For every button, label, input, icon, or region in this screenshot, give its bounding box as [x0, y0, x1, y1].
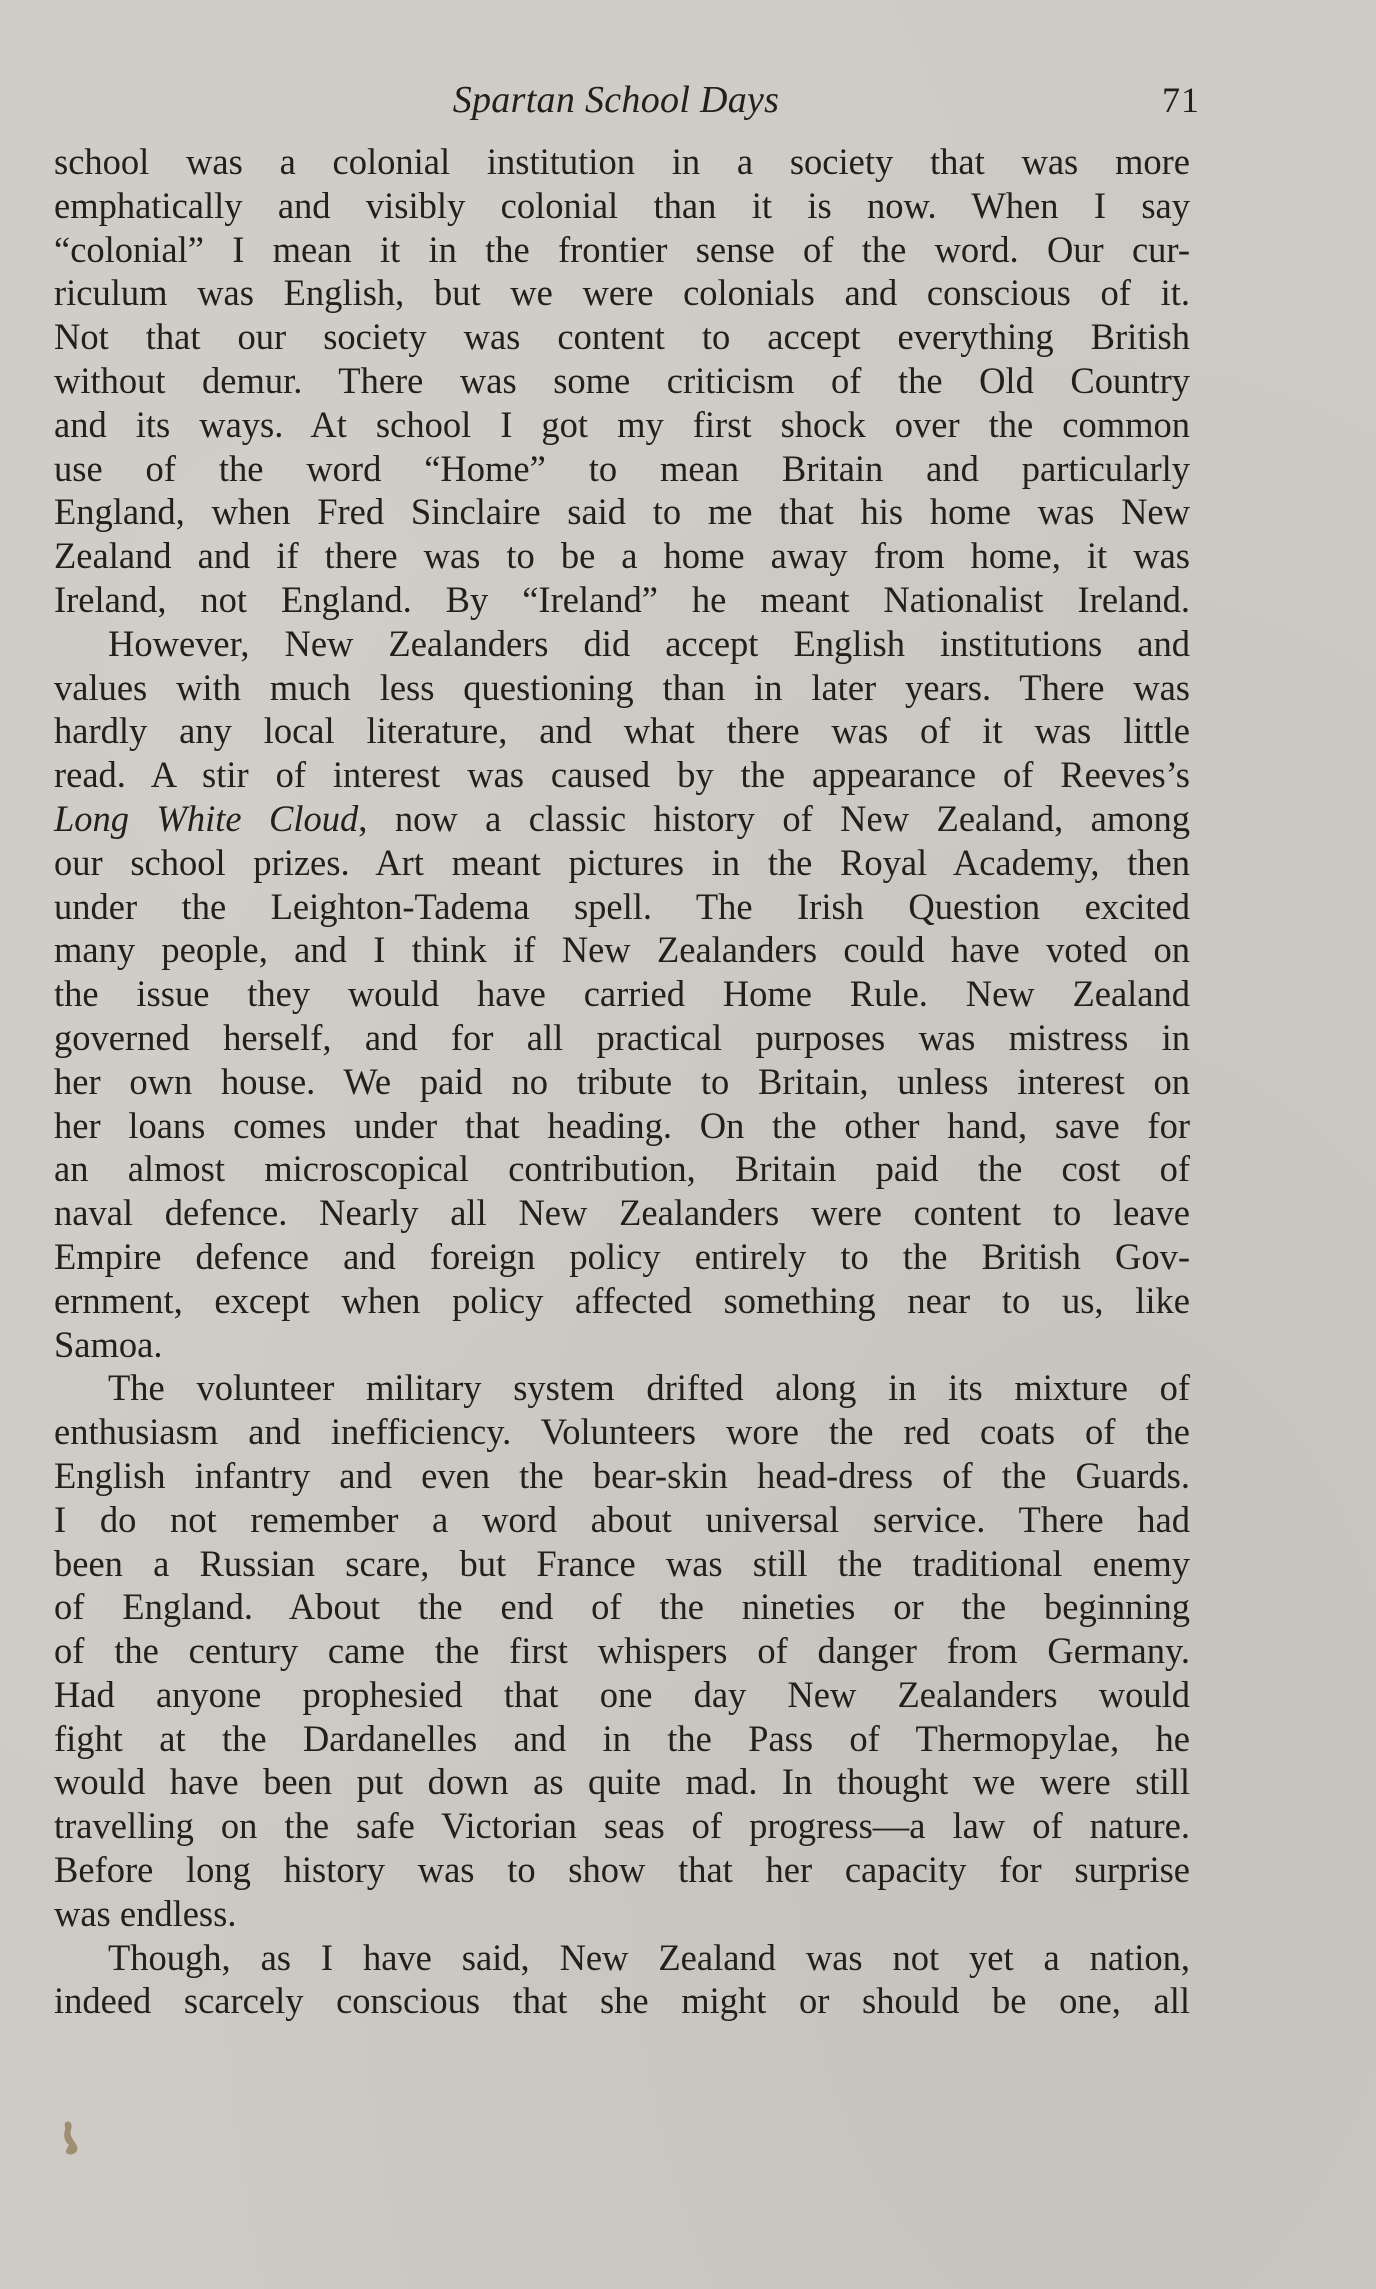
text-line: under the Leighton-Tadema spell. The Irish Question excited	[54, 885, 1190, 927]
text-line: hardly any local literature, and what there was of it was little	[54, 710, 1190, 752]
text-line: riculum was English, but we were colonials and conscious of it.	[54, 272, 1190, 314]
page-number: 71	[1162, 80, 1200, 120]
text-line: England, when Fred Sinclaire said to me that his home was New	[54, 491, 1190, 533]
text-line: and its ways. At school I got my first shock over the common	[54, 403, 1190, 445]
text-line: Not that our society was content to accept everything British	[54, 316, 1190, 358]
text-line: English infantry and even the bear-skin head-dress of the Guards.	[54, 1454, 1190, 1496]
text-line: many people, and I think if New Zealanders could have voted on	[54, 929, 1190, 971]
paragraph-2	[54, 622, 1190, 1367]
ink-smudge-mark	[58, 2118, 84, 2158]
text-line: Empire defence and foreign policy entirely to the British Gov-	[54, 1235, 1190, 1277]
text-line: naval defence. Nearly all New Zealanders were content to leave	[54, 1192, 1190, 1234]
paragraph-1	[54, 140, 1190, 622]
text-line: without demur. There was some criticism of the Old Country	[54, 359, 1190, 401]
text-line: her loans comes under that heading. On the other hand, save for	[54, 1104, 1190, 1146]
text-line: ernment, except when policy affected something near to us, like	[54, 1279, 1190, 1321]
text-line: use of the word “Home” to mean Britain and particularly	[54, 447, 1190, 489]
text-line: emphatically and visibly colonial than it is now. When I say	[54, 184, 1190, 226]
paragraph-3	[54, 1366, 1190, 1935]
text-line: However, New Zealanders did accept English institutions and	[108, 622, 1190, 664]
text-line: Before long history was to show that her capacity for surprise	[54, 1849, 1190, 1891]
text-line: enthusiasm and inefficiency. Volunteers wore the red coats of the	[54, 1411, 1190, 1453]
text-line: The volunteer military system drifted along in its mixture of	[108, 1367, 1190, 1409]
book-title: Long White Cloud	[54, 797, 359, 839]
text-line: was endless.	[54, 1892, 237, 1934]
text-fragment: , now a classic history of New Zealand, among	[358, 797, 1190, 839]
text-line: Samoa.	[54, 1323, 163, 1365]
text-line: governed herself, and for all practical purposes was mistress in	[54, 1016, 1190, 1058]
paragraph-4	[54, 1936, 1190, 2024]
text-line: Though, as I have said, New Zealand was not yet a nation,	[108, 1936, 1190, 1978]
text-line: read. A stir of interest was caused by the appearance of Reeves’s	[54, 754, 1190, 796]
text-line: travelling on the safe Victorian seas of progress—a law of nature.	[54, 1805, 1190, 1847]
text-line: would have been put down as quite mad. In thought we were still	[54, 1761, 1190, 1803]
text-line	[54, 797, 1190, 841]
text-line: Had anyone prophesied that one day New Zealanders would	[54, 1673, 1190, 1715]
text-line: our school prizes. Art meant pictures in the Royal Academy, then	[54, 841, 1190, 883]
text-line: her own house. We paid no tribute to Britain, unless interest on	[54, 1060, 1190, 1102]
running-title: Spartan School Days	[452, 79, 780, 121]
text-line: an almost microscopical contribution, Britain paid the cost of	[54, 1148, 1190, 1190]
text-line: Ireland, not England. By “Ireland” he meant Nationalist Ireland.	[54, 578, 1190, 620]
body-text	[54, 140, 1190, 2023]
running-head	[0, 72, 1376, 128]
text-line: of England. About the end of the nineties or the beginning	[54, 1586, 1190, 1628]
text-line: Zealand and if there was to be a home away from home, it was	[54, 535, 1190, 577]
text-line: values with much less questioning than in later years. There was	[54, 666, 1190, 708]
text-line: “colonial” I mean it in the frontier sense of the word. Our cur-	[54, 228, 1190, 270]
text-line: school was a colonial institution in a society that was more	[54, 141, 1190, 182]
text-line: of the century came the first whispers of danger from Germany.	[54, 1630, 1190, 1672]
text-line: the issue they would have carried Home Rule. New Zealand	[54, 973, 1190, 1015]
text-line: fight at the Dardanelles and in the Pass of Thermopylae, he	[54, 1717, 1190, 1759]
text-line: I do not remember a word about universal service. There had	[54, 1498, 1190, 1540]
text-line: indeed scarcely conscious that she might or should be one, all	[54, 1980, 1190, 2022]
text-line: been a Russian scare, but France was still the traditional enemy	[54, 1542, 1190, 1584]
